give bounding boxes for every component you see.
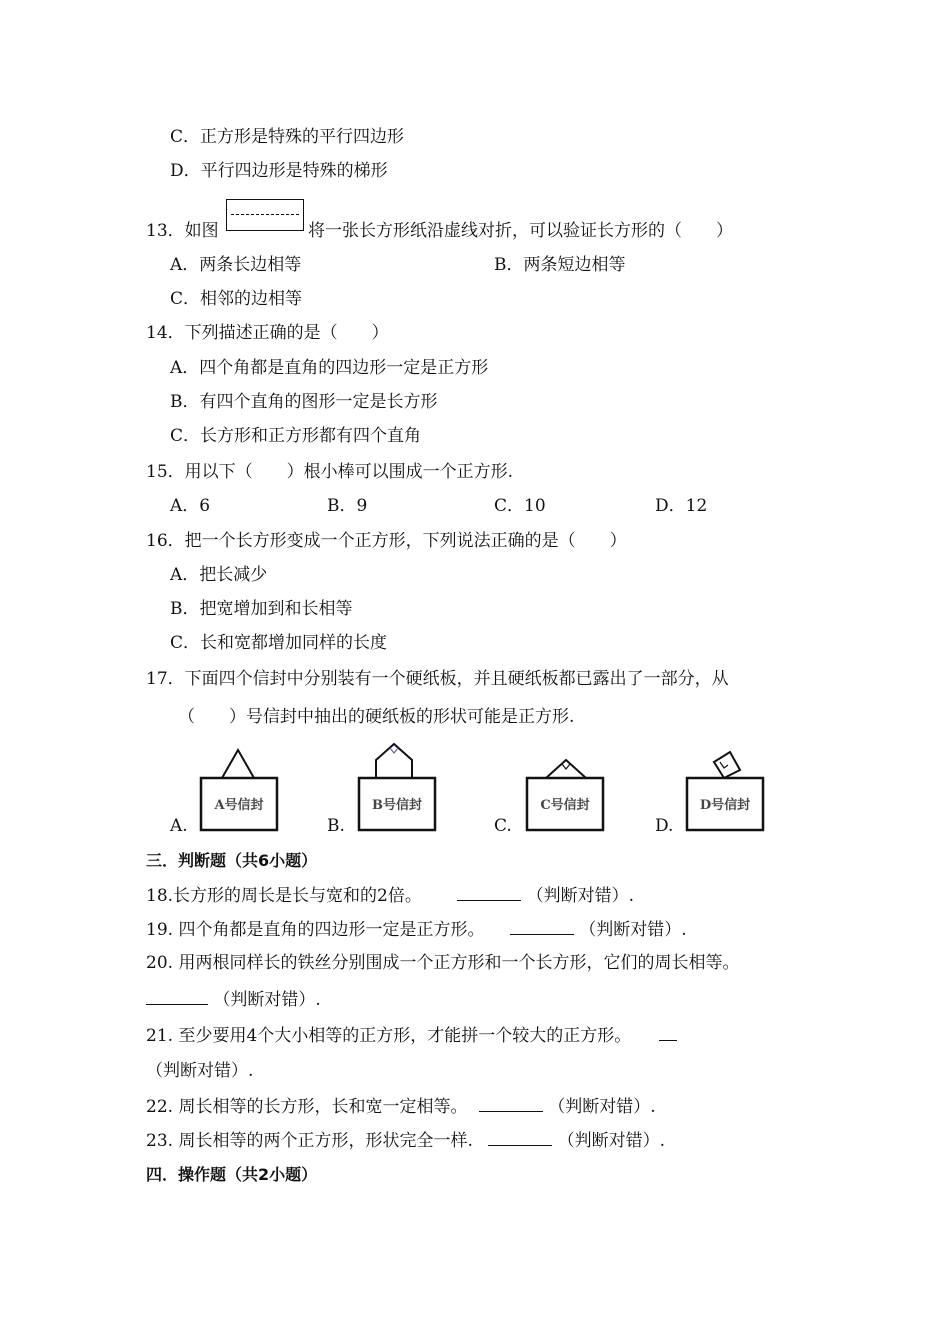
q22	[146, 1095, 656, 1118]
envelope-d-label: D号信封	[699, 798, 751, 813]
q21-stem: 21. 至少要用4个大小相等的正方形，才能拼一个较大的正方形。	[146, 1026, 632, 1046]
q13-prefix: 13．如图	[146, 221, 219, 241]
q18-answer-blank[interactable]	[457, 884, 521, 901]
q14-option-c: C．长方形和正方形都有四个直角	[170, 426, 422, 446]
q23-answer-blank[interactable]	[488, 1129, 552, 1146]
envelope-b-label: B号信封	[372, 798, 422, 813]
q13-option-c: C．相邻的边相等	[170, 289, 303, 309]
q21-answer-blank[interactable]	[659, 1024, 677, 1041]
q22-answer-blank[interactable]	[479, 1095, 543, 1112]
q16-option-a: A．把长减少	[170, 565, 268, 585]
q18	[146, 884, 634, 907]
q19-tail: （判断对错）.	[579, 920, 687, 940]
envelope-c	[524, 752, 606, 834]
q17-option-d: D.	[655, 816, 674, 836]
q20-tail: （判断对错）.	[213, 990, 321, 1010]
section-4-title: 四．操作题（共2小题）	[146, 1165, 318, 1184]
q18-stem: 18.长方形的周长是长与宽和的2倍。	[146, 886, 422, 906]
q17-option-a: A.	[170, 816, 188, 836]
q19	[146, 918, 687, 941]
q17-option-c: C.	[494, 816, 512, 836]
envelope-d	[684, 748, 766, 834]
q13-suffix: 将一张长方形纸沿虚线对折，可以验证长方形的（ ）	[308, 221, 733, 241]
envelope-a	[198, 748, 280, 834]
fold-line	[231, 214, 299, 215]
q20-answer-blank[interactable]	[146, 988, 208, 1005]
q16-option-b: B．把宽增加到和长相等	[170, 599, 353, 619]
section-3-title: 三．判断题（共6小题）	[146, 851, 318, 870]
q12-option-c: C．正方形是特殊的平行四边形	[170, 127, 405, 147]
q16-stem: 16．把一个长方形变成一个正方形，下列说法正确的是（ ）	[146, 531, 627, 551]
q17-option-b: B.	[327, 816, 345, 836]
q20-line2	[146, 988, 321, 1011]
q15-option-c: C．10	[494, 496, 546, 516]
q17-stem-line1: 17．下面四个信封中分别装有一个硬纸板，并且硬纸板都已露出了一部分，从	[146, 669, 729, 689]
q13-option-a: A．两条长边相等	[170, 255, 302, 275]
q22-tail: （判断对错）.	[548, 1097, 656, 1117]
q17-stem-line2: （ ）号信封中抽出的硬纸板的形状可能是正方形.	[178, 707, 575, 727]
q13-option-b: B．两条短边相等	[494, 255, 626, 275]
q14-option-b: B．有四个直角的图形一定是长方形	[170, 392, 438, 412]
envelope-b	[356, 742, 438, 834]
q22-stem: 22. 周长相等的长方形，长和宽一定相等。	[146, 1097, 468, 1117]
q16-option-c: C．长和宽都增加同样的长度	[170, 633, 388, 653]
q14-stem: 14．下列描述正确的是（ ）	[146, 323, 389, 343]
q19-answer-blank[interactable]	[510, 918, 574, 935]
q21	[146, 1024, 677, 1047]
q23	[146, 1129, 665, 1152]
q15-option-a: A．6	[170, 496, 211, 516]
q14-option-a: A．四个角都是直角的四边形一定是正方形	[170, 358, 489, 378]
q15-stem: 15．用以下（ ）根小棒可以围成一个正方形.	[146, 462, 514, 482]
envelope-a-label: A号信封	[214, 798, 264, 813]
q18-tail: （判断对错）.	[526, 886, 635, 906]
q23-tail: （判断对错）.	[557, 1131, 666, 1151]
q15-option-b: B．9	[327, 496, 368, 516]
folded-rectangle-figure	[226, 199, 304, 231]
q23-stem: 23. 周长相等的两个正方形，形状完全一样.	[146, 1131, 473, 1151]
envelope-c-label: C号信封	[540, 798, 590, 813]
q21-tail: （判断对错）.	[146, 1061, 254, 1081]
q15-option-d: D．12	[655, 496, 708, 516]
q20-stem: 20. 用两根同样长的铁丝分别围成一个正方形和一个长方形，它们的周长相等。	[146, 953, 740, 973]
q19-stem: 19. 四个角都是直角的四边形一定是正方形。	[146, 920, 485, 940]
q12-option-d: D．平行四边形是特殊的梯形	[170, 161, 388, 181]
